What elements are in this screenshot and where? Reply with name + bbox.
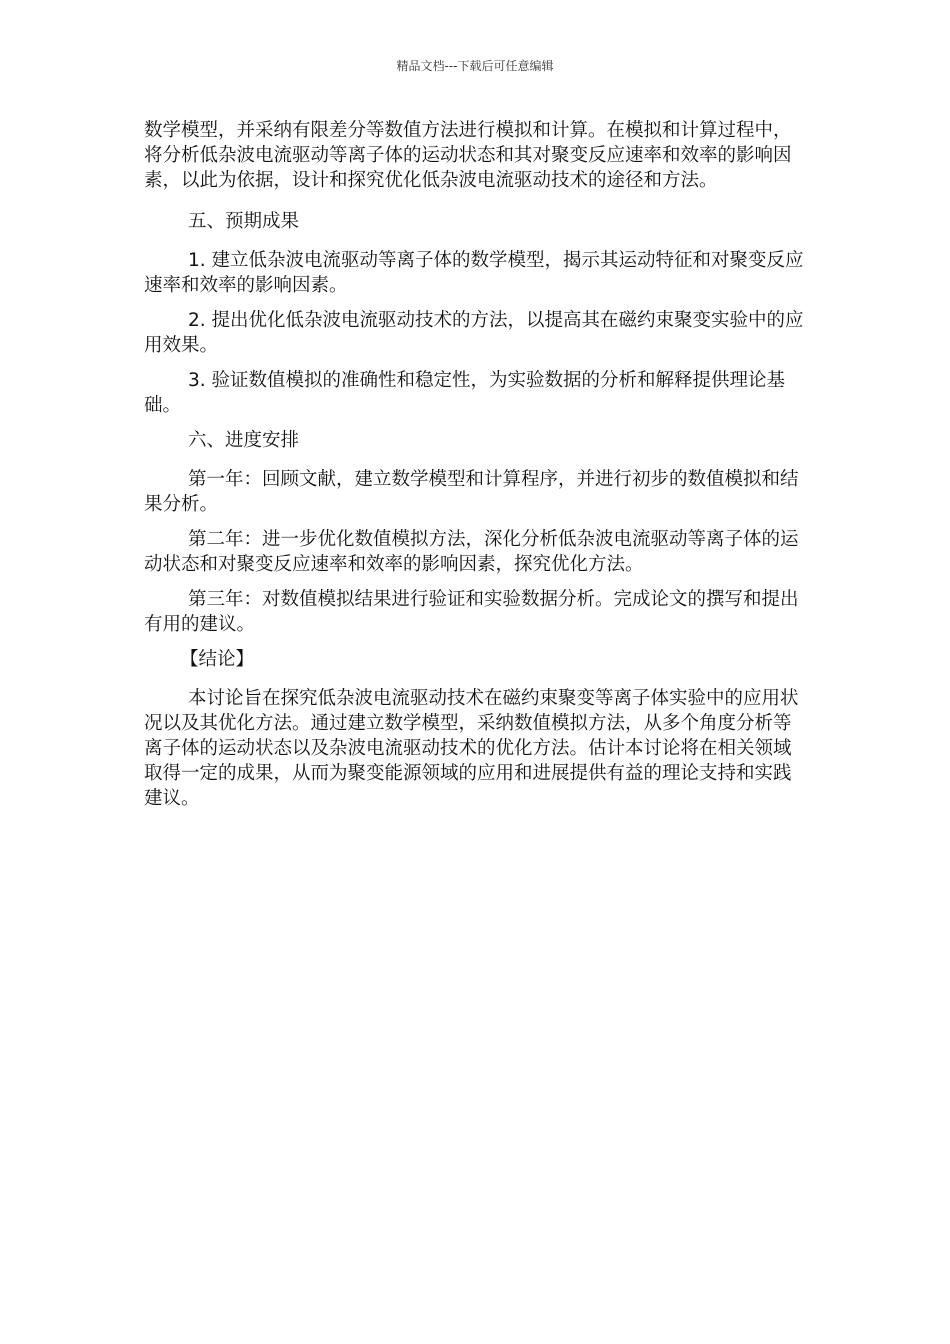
document-body — [144, 118, 804, 821]
expected-result-1: 1. 建立低杂波电流驱动等离子体的数学模型，揭示其运动特征和对聚变反应速率和效率的影响因素。 — [144, 250, 804, 296]
schedule-year-2: 第二年：进一步优化数值模拟方法，深化分析低杂波电流驱动等离子体的运动状态和对聚变反应速率和效率的影响因素，探究优化方法。 — [144, 529, 799, 575]
section-6-heading: 六、进度安排 — [188, 430, 300, 451]
schedule-year-1: 第一年：回顾文献，建立数学模型和计算程序，并进行初步的数值模拟和结果分析。 — [144, 469, 799, 515]
page-header: 精品文档---下载后可任意编辑 — [396, 59, 554, 73]
conclusion-paragraph: 本讨论旨在探究低杂波电流驱动技术在磁约束聚变等离子体实验中的应用状况以及其优化方法。通过建立数学模型，采纳数值模拟方法，从多个角度分析等离子体的运动状态以及杂波电流驱动技术的优化方法。估计本讨论将在相关领域取得一定的成果，从而为聚变能源领域的应用和进展提供有益的理论支持和实践建议。 — [144, 688, 799, 809]
intro-continued-paragraph: 数学模型，并采纳有限差分等数值方法进行模拟和计算。在模拟和计算过程中，将分析低杂波电流驱动等离子体的运动状态和其对聚变反应速率和效率的影响因素，以此为依据，设计和探究优化低杂波电流驱动技术的途径和方法。 — [144, 120, 792, 191]
expected-result-3: 3. 验证数值模拟的准确性和稳定性，为实验数据的分析和解释提供理论基础。 — [144, 370, 786, 416]
schedule-year-3: 第三年：对数值模拟结果进行验证和实验数据分析。完成论文的撰写和提出有用的建议。 — [144, 589, 799, 635]
section-5-heading: 五、预期成果 — [188, 211, 300, 232]
conclusion-heading: 【结论】 — [180, 649, 255, 670]
expected-result-2: 2. 提出优化低杂波电流驱动技术的方法，以提高其在磁约束聚变实验中的应用效果。 — [144, 310, 804, 356]
